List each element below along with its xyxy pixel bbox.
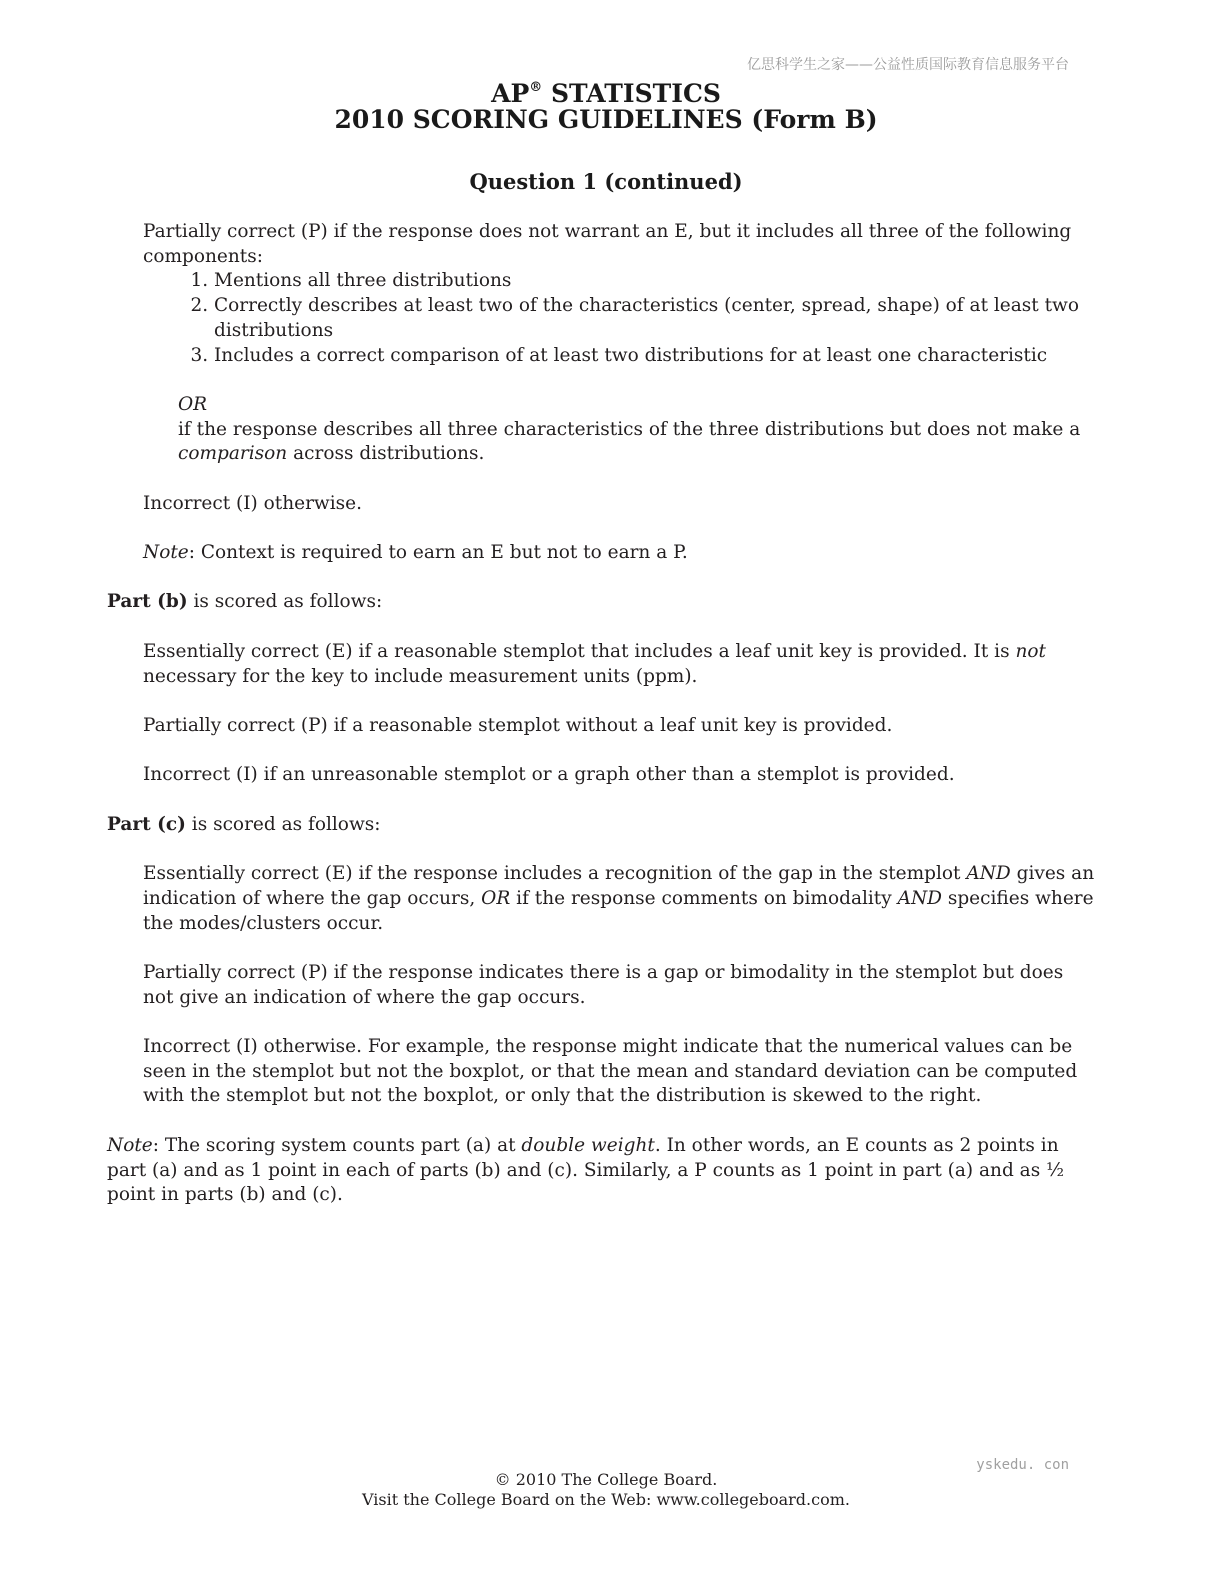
text: if the response comments on bimodality bbox=[510, 887, 898, 909]
note-label: Note bbox=[107, 1134, 153, 1156]
context-note bbox=[143, 541, 1097, 566]
part-b-label: Part (b) bbox=[107, 591, 188, 613]
part-c-partially-correct: Partially correct (P) if the response indicates there is a gap or bimodality in the stemplot but does not give an indication of where the gap occurs. bbox=[143, 961, 1064, 1008]
criteria-list bbox=[107, 269, 1097, 368]
registered-mark: ® bbox=[529, 80, 543, 95]
note-label: Note bbox=[143, 542, 189, 564]
alt-text: if the response describes all three characteristics of the three distributions but does not make a bbox=[178, 418, 1081, 440]
part-c-essentially-correct bbox=[143, 862, 1097, 936]
alt-text-end: across distributions. bbox=[287, 443, 485, 465]
text: Essentially correct (E) if a reasonable stemplot that includes a leaf unit key is provided. It is bbox=[143, 640, 1016, 662]
title-prefix: AP bbox=[491, 79, 530, 108]
criteria-item: 3. Includes a correct comparison of at least two distributions for at least one characteristic bbox=[214, 344, 1097, 369]
part-c-heading bbox=[107, 813, 1097, 838]
partial-intro: Partially correct (P) if the response does not warrant an E, but it includes all three of the following components: bbox=[143, 221, 1072, 267]
part-c-incorrect: Incorrect (I) otherwise. For example, the response might indicate that the numerical values can be seen in the stemplot but not the boxplot, or that the mean and standard deviation can be computed with the stemplot but not the boxplot, or only that the distribution is skewed to the right. bbox=[143, 1036, 1078, 1107]
emphasis: not bbox=[1015, 640, 1046, 662]
text: gives an indication of where the gap occurs, bbox=[143, 863, 1095, 909]
website-line: Visit the College Board on the Web: www.collegeboard.com. bbox=[362, 1490, 850, 1509]
text: specifies where the modes/clusters occur. bbox=[143, 887, 1094, 934]
emphasis: AND bbox=[966, 863, 1011, 885]
emphasis: AND bbox=[897, 887, 942, 909]
text: . In other words, an E counts as 2 points in part (a) and as 1 point in each of parts (b) and (c). Similarly, a P counts as 1 point in part (a) and as ½ point in parts (b) and (c). bbox=[107, 1134, 1065, 1206]
watermark-bottom: yskedu. con bbox=[976, 1457, 1069, 1473]
criteria-item: 2. Correctly describes at least two of the characteristics (center, spread, shape) of at least two distributions bbox=[214, 294, 1097, 343]
criteria-item: 1. Mentions all three distributions bbox=[214, 269, 1097, 294]
question-title: Question 1 (continued) bbox=[469, 169, 743, 194]
watermark-top: 亿思科学生之家——公益性质国际教育信息服务平台 bbox=[747, 57, 1069, 73]
part-b-essentially-correct bbox=[143, 640, 1097, 689]
footer bbox=[0, 1470, 1212, 1510]
part-c-intro: is scored as follows: bbox=[185, 813, 381, 835]
part-b-partially-correct: Partially correct (P) if a reasonable stemplot without a leaf unit key is provided. bbox=[143, 714, 893, 736]
part-b-incorrect: Incorrect (I) if an unreasonable stemplot or a graph other than a stemplot is provided. bbox=[143, 764, 955, 786]
emphasis: OR bbox=[481, 887, 511, 909]
page-subtitle: 2010 SCORING GUIDELINES (Form B) bbox=[334, 105, 878, 134]
or-label: OR bbox=[178, 393, 208, 415]
text: : The scoring system counts part (a) at bbox=[152, 1134, 522, 1156]
alternative-criteria bbox=[178, 418, 1097, 467]
incorrect-a: Incorrect (I) otherwise. bbox=[143, 492, 363, 514]
scoring-content bbox=[107, 220, 1097, 1208]
title-suffix: STATISTICS bbox=[542, 79, 721, 108]
emphasis: double weight bbox=[521, 1134, 655, 1156]
part-b-intro: is scored as follows: bbox=[187, 591, 383, 613]
copyright: © 2010 The College Board. bbox=[494, 1470, 718, 1489]
part-c-label: Part (c) bbox=[107, 813, 186, 835]
text: necessary for the key to include measurement units (ppm). bbox=[143, 665, 698, 687]
note-text: : Context is required to earn an E but not to earn a P. bbox=[188, 542, 688, 564]
weighting-note bbox=[107, 1134, 1097, 1208]
text: Essentially correct (E) if the response includes a recognition of the gap in the stemplot bbox=[143, 863, 967, 885]
part-b-heading bbox=[107, 590, 1097, 615]
alt-emphasis: comparison bbox=[178, 443, 288, 465]
